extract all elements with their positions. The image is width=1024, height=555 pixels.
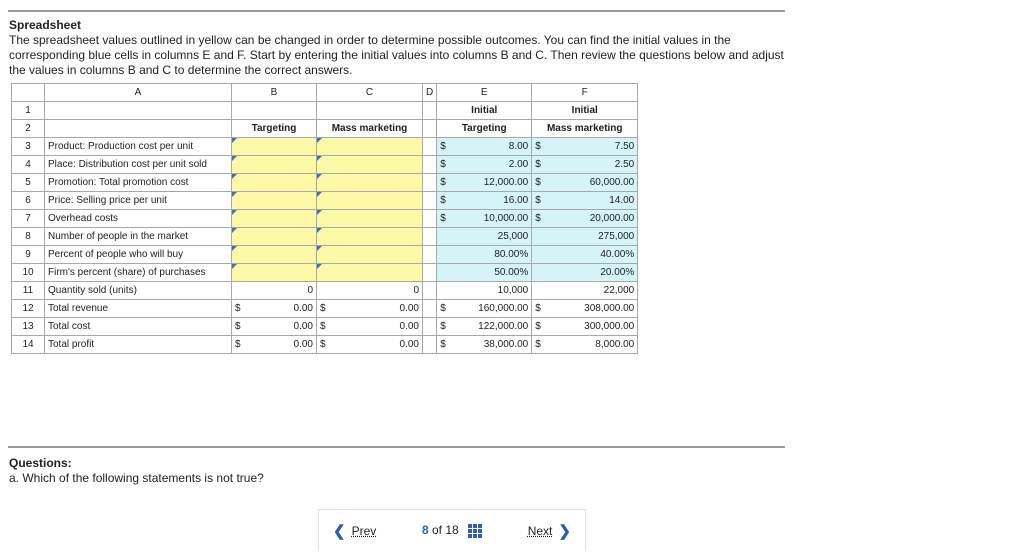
- cell: [423, 138, 437, 156]
- targeting-input-cell[interactable]: [232, 156, 317, 174]
- cell: [423, 192, 437, 210]
- currency-symbol: $: [440, 177, 446, 188]
- chevron-left-icon: ❮: [333, 522, 346, 540]
- column-header-row: [12, 84, 638, 102]
- row-label: Product: Production cost per unit: [45, 138, 232, 156]
- targeting-input-cell[interactable]: [232, 264, 317, 282]
- mass-marketing-initial-value: [532, 210, 638, 228]
- column-header-d: D: [423, 84, 437, 102]
- cell: [45, 102, 232, 120]
- row-label: Total revenue: [45, 300, 232, 318]
- targeting-result: [232, 300, 317, 318]
- row-label: Promotion: Total promotion cost: [45, 174, 232, 192]
- cell-value: 14.00: [609, 195, 635, 206]
- row-label: Price: Selling price per unit: [45, 192, 232, 210]
- cell-value: 20,000.00: [589, 213, 635, 224]
- cell: [423, 102, 437, 120]
- cell: [423, 210, 437, 228]
- row-number: 11: [12, 282, 45, 300]
- mass-marketing-input-cell[interactable]: [317, 156, 423, 174]
- table-row: [12, 102, 638, 120]
- table-row: [12, 174, 638, 192]
- cell: [423, 264, 437, 282]
- currency-symbol: $: [535, 159, 541, 170]
- column-header-c: C: [317, 84, 423, 102]
- row-number: 14: [12, 336, 45, 354]
- row-number: 10: [12, 264, 45, 282]
- mass-marketing-input-cell[interactable]: [317, 192, 423, 210]
- row-number: 2: [12, 120, 45, 138]
- cell-value: 0.00: [399, 321, 419, 332]
- row-label: Firm's percent (share) of purchases: [45, 264, 232, 282]
- currency-symbol: $: [535, 141, 541, 152]
- targeting-initial-value: [437, 192, 532, 210]
- intro-text: The spreadsheet values outlined in yellow can be changed in order to determine possible outcomes. You can find the initial values in the corresponding blue cells in columns E and F. Start by entering the initial values into columns B and C. Then review the questions below and adjust the values in columns B and C to determine the correct answers.: [9, 33, 784, 77]
- targeting-initial-result: 10,000: [437, 282, 532, 300]
- cell-value: 2.50: [614, 159, 635, 170]
- targeting-initial-value: [437, 156, 532, 174]
- table-row: [12, 228, 638, 246]
- question-a: a. Which of the following statements is not true?: [9, 471, 264, 485]
- column-header-f: F: [532, 84, 638, 102]
- targeting-result: [232, 318, 317, 336]
- cell: [423, 336, 437, 354]
- row-label: Number of people in the market: [45, 228, 232, 246]
- cell-value: 160,000.00: [478, 303, 529, 314]
- spreadsheet: [11, 83, 638, 354]
- bottom-divider: [8, 446, 785, 448]
- targeting-initial-result: [437, 300, 532, 318]
- table-row: [12, 264, 638, 282]
- row-number: 4: [12, 156, 45, 174]
- targeting-initial-value: [437, 174, 532, 192]
- cell-value: 0.00: [293, 339, 313, 350]
- cell-value: 10,000.00: [483, 213, 529, 224]
- currency-symbol: $: [535, 303, 541, 314]
- initial-label-e: Initial: [437, 102, 532, 120]
- targeting-input-cell[interactable]: [232, 210, 317, 228]
- targeting-initial-value: 50.00%: [437, 264, 532, 282]
- prev-label[interactable]: Prev: [351, 523, 377, 538]
- currency-symbol: $: [535, 339, 541, 350]
- column-header-a: A: [45, 84, 232, 102]
- cell-value: 12,000.00: [483, 177, 529, 188]
- cell-value: 2.00: [508, 159, 529, 170]
- mass-marketing-initial-result: [532, 318, 638, 336]
- chevron-right-icon: ❯: [558, 522, 571, 540]
- table-row: [12, 282, 638, 300]
- cell: [45, 120, 232, 138]
- currency-symbol: $: [440, 213, 446, 224]
- targeting-result: [232, 336, 317, 354]
- mass-marketing-initial-result: 22,000: [532, 282, 638, 300]
- next-button[interactable]: [528, 522, 571, 540]
- table-row: [12, 156, 638, 174]
- currency-symbol: $: [440, 141, 446, 152]
- row-label: Percent of people who will buy: [45, 246, 232, 264]
- currency-symbol: $: [320, 339, 326, 350]
- cell-value: 8.00: [508, 141, 529, 152]
- mass-marketing-initial-value: [532, 156, 638, 174]
- row-number: 7: [12, 210, 45, 228]
- cell: [423, 282, 437, 300]
- currency-symbol: $: [320, 303, 326, 314]
- targeting-initial-value: [437, 210, 532, 228]
- grid-icon[interactable]: [468, 524, 482, 538]
- mass-marketing-initial-value: [532, 174, 638, 192]
- table-row: [12, 138, 638, 156]
- targeting-input-cell[interactable]: [232, 138, 317, 156]
- initial-label-f: Initial: [532, 102, 638, 120]
- cell-value: 16.00: [503, 195, 529, 206]
- column-header-e: E: [437, 84, 532, 102]
- row-number: 13: [12, 318, 45, 336]
- row-label: Total profit: [45, 336, 232, 354]
- currency-symbol: $: [535, 195, 541, 206]
- targeting-result: 0: [232, 282, 317, 300]
- mass-marketing-initial-value: 40.00%: [532, 246, 638, 264]
- row-number: 3: [12, 138, 45, 156]
- cell: [423, 174, 437, 192]
- row-label: Quantity sold (units): [45, 282, 232, 300]
- currency-symbol: $: [440, 321, 446, 332]
- currency-symbol: $: [535, 321, 541, 332]
- targeting-input-cell[interactable]: [232, 174, 317, 192]
- targeting-initial-header: Targeting: [437, 120, 532, 138]
- row-number: 6: [12, 192, 45, 210]
- currency-symbol: $: [535, 213, 541, 224]
- row-label: Total cost: [45, 318, 232, 336]
- currency-symbol: $: [235, 339, 241, 350]
- cell-value: 0.00: [293, 321, 313, 332]
- table-row: [12, 192, 638, 210]
- cell: [423, 300, 437, 318]
- table-row: [12, 210, 638, 228]
- page-total: of 18: [431, 523, 459, 538]
- mass-marketing-result: 0: [317, 282, 423, 300]
- prev-button[interactable]: [333, 522, 376, 540]
- row-label: Place: Distribution cost per unit sold: [45, 156, 232, 174]
- targeting-initial-result: [437, 336, 532, 354]
- mass-marketing-header: Mass marketing: [317, 120, 423, 138]
- cell: [423, 156, 437, 174]
- table-row: [12, 120, 638, 138]
- targeting-initial-value: 80.00%: [437, 246, 532, 264]
- targeting-input-cell[interactable]: [232, 246, 317, 264]
- mass-marketing-input-cell[interactable]: [317, 246, 423, 264]
- table-row: [12, 246, 638, 264]
- pagination: [318, 509, 586, 551]
- currency-symbol: $: [440, 339, 446, 350]
- mass-marketing-initial-value: 275,000: [532, 228, 638, 246]
- currency-symbol: $: [440, 159, 446, 170]
- section-heading: Spreadsheet: [9, 18, 82, 32]
- page-indicator[interactable]: [422, 523, 482, 538]
- cell: [423, 228, 437, 246]
- currency-symbol: $: [235, 321, 241, 332]
- row-number: 12: [12, 300, 45, 318]
- targeting-input-cell[interactable]: [232, 192, 317, 210]
- mass-marketing-input-cell[interactable]: [317, 210, 423, 228]
- column-header-b: B: [232, 84, 317, 102]
- table-row: [12, 318, 638, 336]
- mass-marketing-initial-value: [532, 138, 638, 156]
- row-number: 1: [12, 102, 45, 120]
- currency-symbol: $: [535, 177, 541, 188]
- cell-value: 60,000.00: [589, 177, 635, 188]
- currency-symbol: $: [235, 303, 241, 314]
- table-row: [12, 336, 638, 354]
- cell-value: 0.00: [399, 303, 419, 314]
- cell: [423, 120, 437, 138]
- mass-marketing-initial-result: [532, 300, 638, 318]
- cell: [317, 102, 423, 120]
- questions-heading: Questions:: [9, 456, 72, 470]
- top-divider: [8, 10, 785, 12]
- cell: [423, 318, 437, 336]
- corner-cell: [12, 84, 45, 102]
- current-page: 8: [421, 523, 429, 538]
- mass-marketing-result: [317, 336, 423, 354]
- currency-symbol: $: [320, 321, 326, 332]
- cell: [232, 102, 317, 120]
- cell-value: 38,000.00: [483, 339, 529, 350]
- currency-symbol: $: [440, 303, 446, 314]
- table-row: [12, 300, 638, 318]
- mass-marketing-input-cell[interactable]: [317, 138, 423, 156]
- mass-marketing-result: [317, 300, 423, 318]
- row-number: 9: [12, 246, 45, 264]
- mass-marketing-initial-header: Mass marketing: [532, 120, 638, 138]
- targeting-header: Targeting: [232, 120, 317, 138]
- cell-value: 7.50: [614, 141, 635, 152]
- mass-marketing-initial-value: 20.00%: [532, 264, 638, 282]
- cell-value: 122,000.00: [478, 321, 529, 332]
- row-number: 8: [12, 228, 45, 246]
- row-number: 5: [12, 174, 45, 192]
- targeting-input-cell[interactable]: [232, 228, 317, 246]
- cell-value: 8,000.00: [595, 339, 635, 350]
- cell-value: 0.00: [293, 303, 313, 314]
- cell-value: 0.00: [399, 339, 419, 350]
- row-label: Overhead costs: [45, 210, 232, 228]
- mass-marketing-input-cell[interactable]: [317, 174, 423, 192]
- currency-symbol: $: [440, 195, 446, 206]
- targeting-initial-value: [437, 138, 532, 156]
- cell: [423, 246, 437, 264]
- mass-marketing-result: [317, 318, 423, 336]
- targeting-initial-value: 25,000: [437, 228, 532, 246]
- mass-marketing-input-cell[interactable]: [317, 264, 423, 282]
- targeting-initial-result: [437, 318, 532, 336]
- mass-marketing-initial-value: [532, 192, 638, 210]
- mass-marketing-initial-result: [532, 336, 638, 354]
- next-label[interactable]: Next: [527, 523, 553, 538]
- cell-value: 300,000.00: [584, 321, 635, 332]
- mass-marketing-input-cell[interactable]: [317, 228, 423, 246]
- cell-value: 308,000.00: [584, 303, 635, 314]
